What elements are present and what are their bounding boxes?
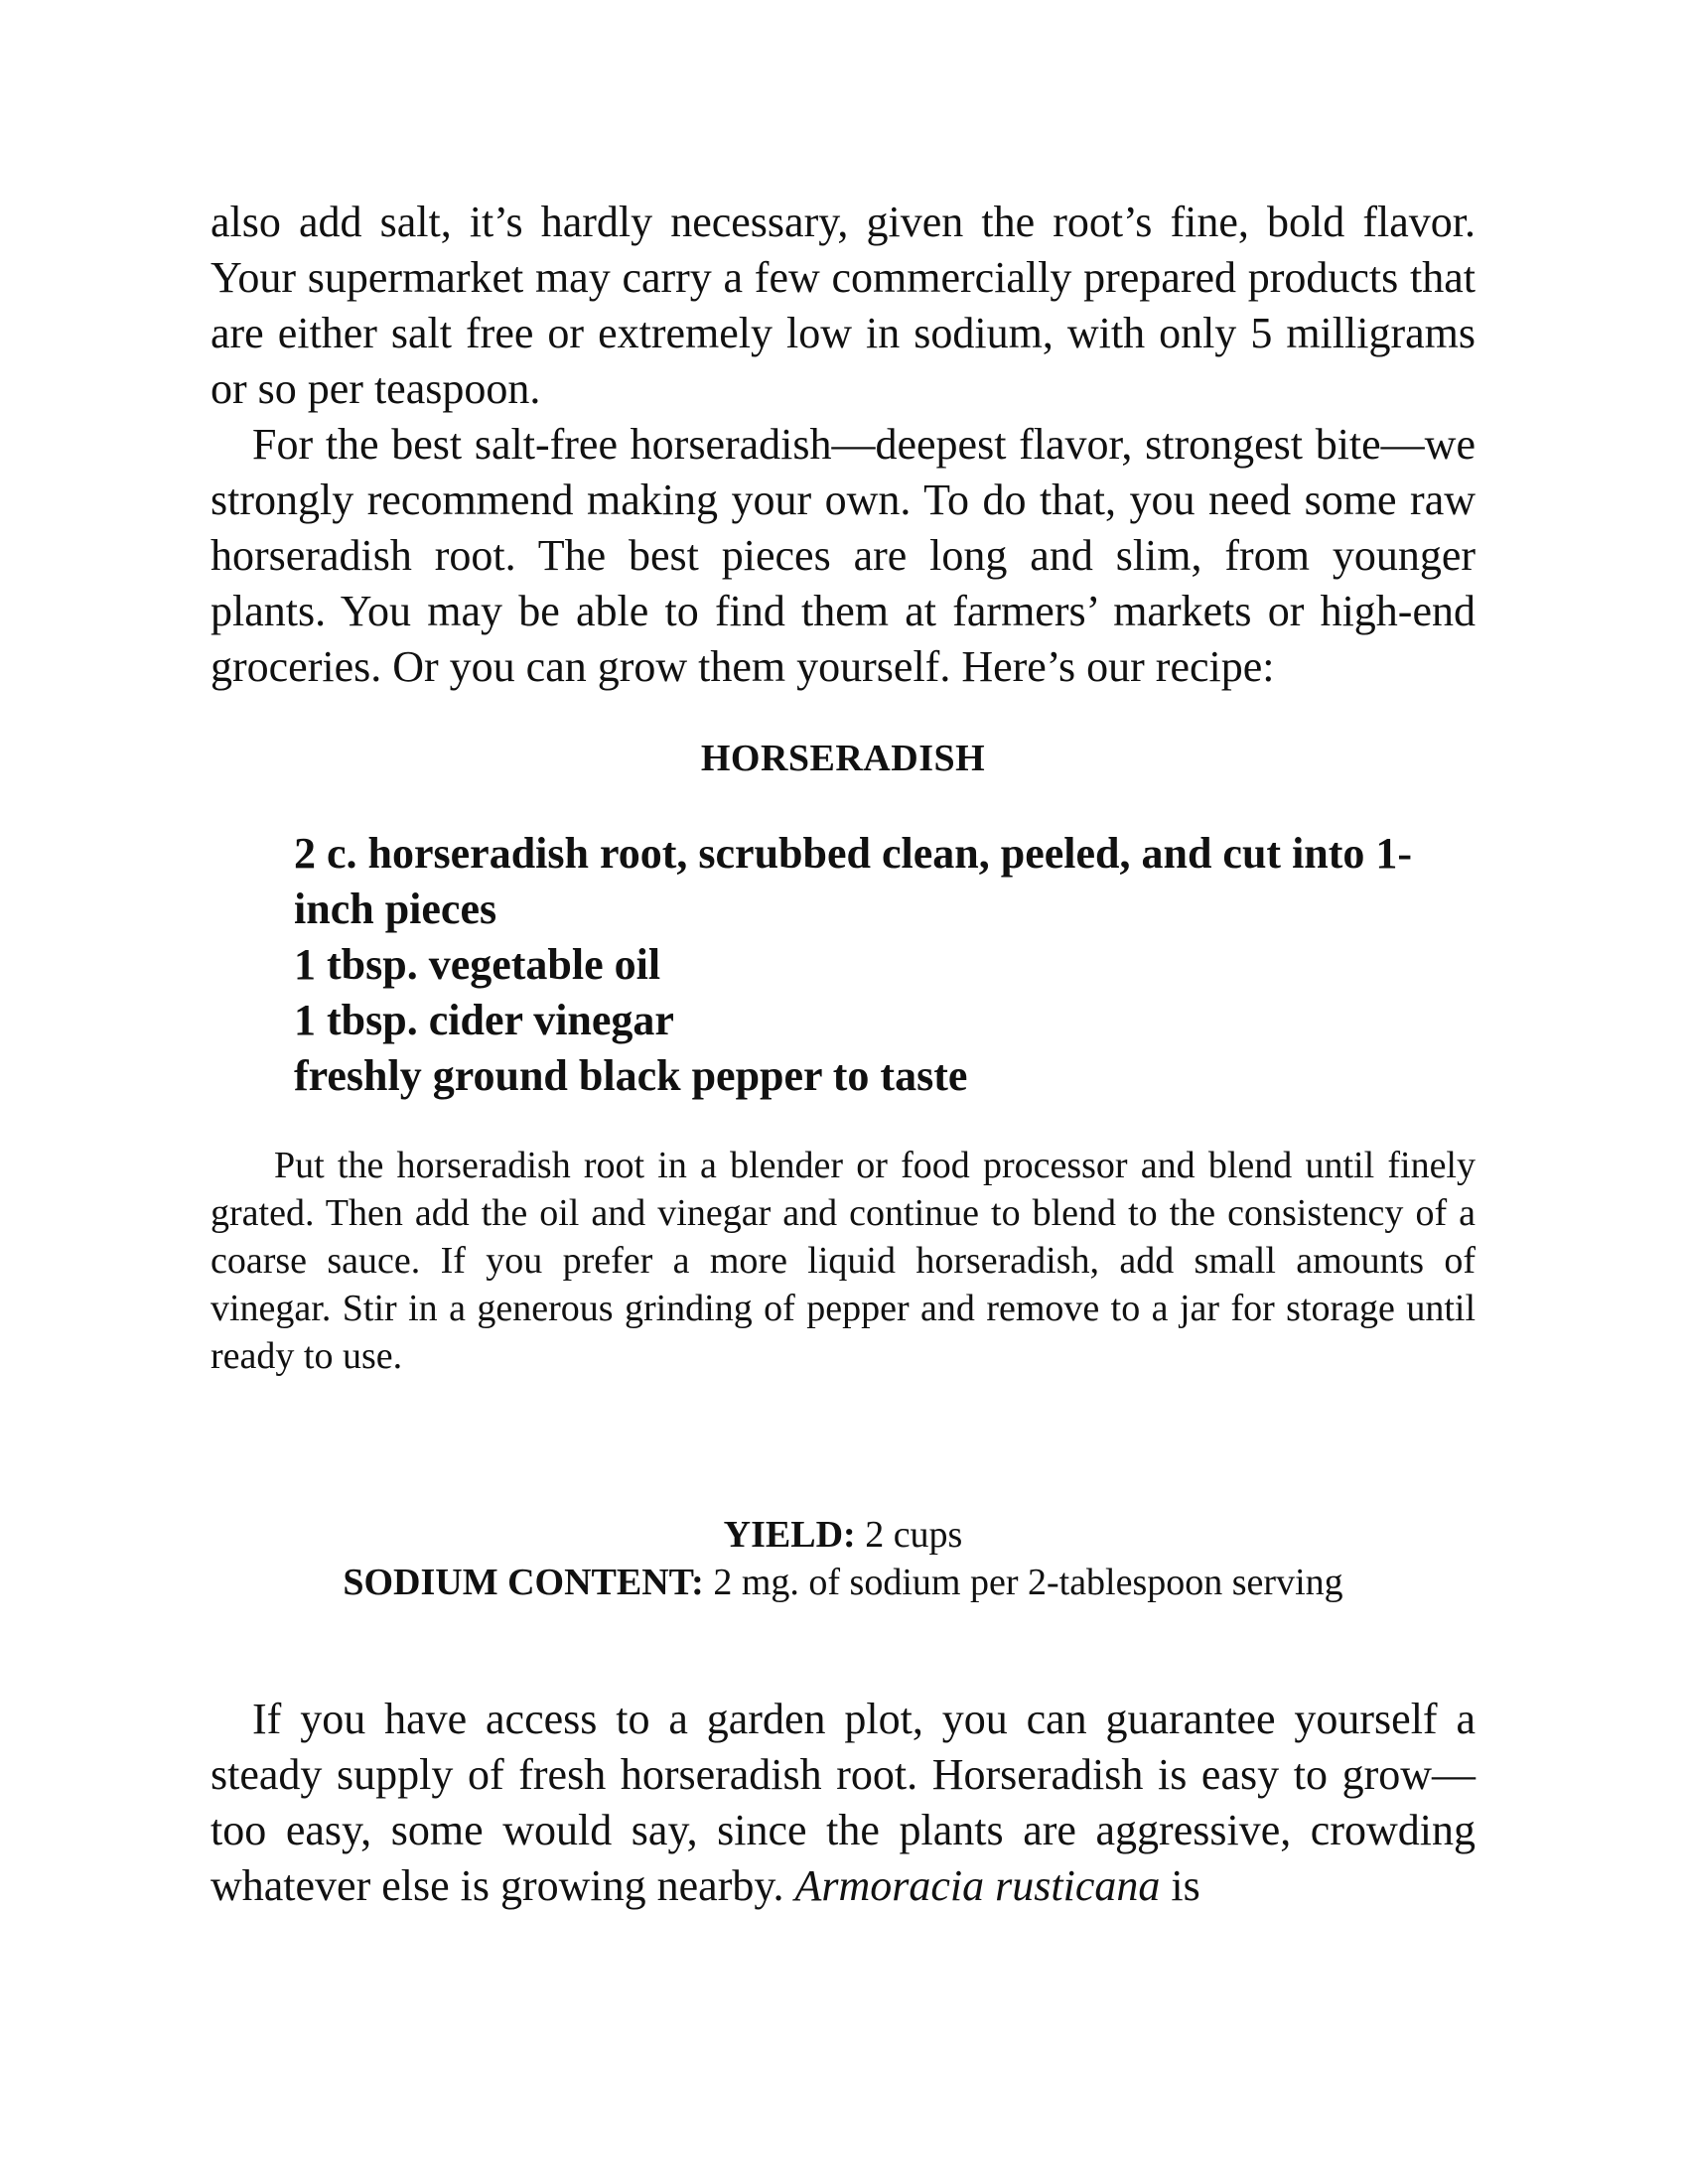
document-page: [211, 195, 1476, 1914]
ingredient-item: 1 tbsp. cider vinegar: [294, 996, 674, 1044]
intro-paragraph-continued: also add salt, it’s hardly necessary, given the root’s fine, bold flavor. Your supermarket may carry a few commercially prepared products that are either salt free or extremely low in sodium, with only 5 milligrams or so per teaspoon.: [211, 198, 1476, 413]
ingredient-list: [294, 826, 1476, 1104]
garden-text: If you have access to a garden plot, you can guarantee yourself a steady supply of fresh horseradish root. Horseradish is easy to grow—too easy, some would say, since the plants are aggressive, crowding whatever else is growing nearby.: [211, 1695, 1476, 1910]
garden-paragraph: [211, 1692, 1476, 1914]
yield-value: 2 cups: [865, 1514, 963, 1556]
ingredient-item: 1 tbsp. vegetable oil: [294, 940, 661, 989]
sodium-line: [211, 1559, 1476, 1606]
sodium-label: SODIUM CONTENT:: [343, 1562, 704, 1603]
garden-text-end: is: [1171, 1861, 1200, 1910]
yield-line: [211, 1511, 1476, 1559]
intro-paragraph-homemade: For the best salt-free horseradish—deepest flavor, strongest bite—we strongly recommend making your own. To do that, you need some raw horseradish root. The best pieces are long and slim, from younger plants. You may be able to find them at farmers’ markets or high-end groceries. Or you can grow them yourself. Here’s our recipe:: [211, 420, 1476, 691]
botanical-name: Armoracia rusticana: [794, 1861, 1161, 1910]
ingredient-item: freshly ground black pepper to taste: [294, 1051, 968, 1100]
sodium-value: 2 mg. of sodium per 2-tablespoon serving: [713, 1562, 1343, 1603]
yield-label: YIELD:: [723, 1514, 856, 1556]
recipe-title: HORSERADISH: [700, 738, 986, 779]
recipe-yield-block: [211, 1511, 1476, 1606]
recipe-instructions: Put the horseradish root in a blender or food processor and blend until finely grated. Then add the oil and vinegar and continue to blend to the consistency of a coarse sauce. If you prefer a more liquid horseradish, add small amounts of vinegar. Stir in a generous grinding of pepper and remove to a jar for storage until ready to use.: [211, 1145, 1476, 1377]
ingredient-item: 2 c. horseradish root, scrubbed clean, peeled, and cut into 1-inch pieces: [294, 829, 1413, 933]
